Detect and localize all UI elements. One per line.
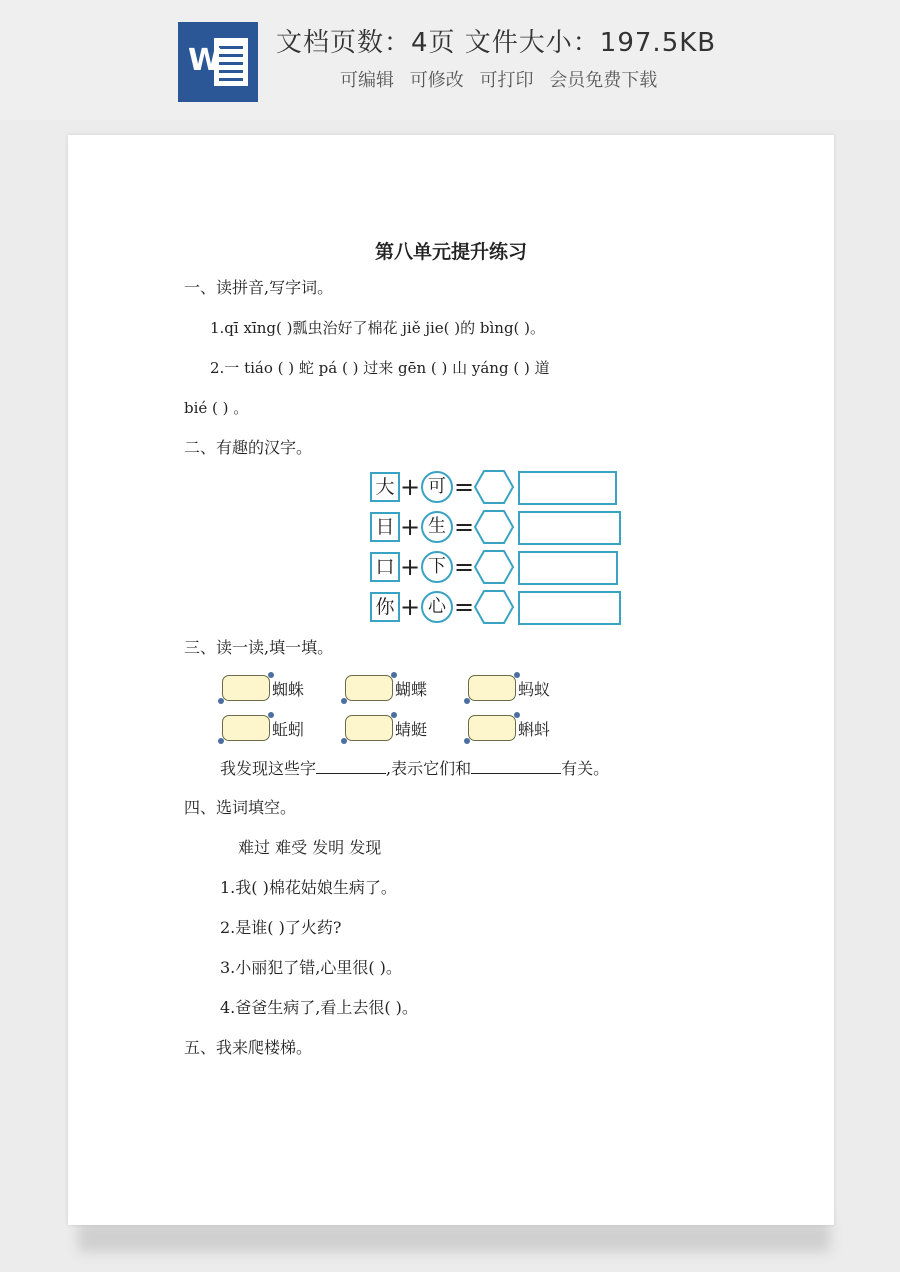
discovery-sentence: 我发现这些字 ,表示它们和 有关。: [220, 759, 610, 778]
section-4-heading: 四、选词填空。: [184, 798, 297, 817]
scroll-blank[interactable]: [222, 715, 270, 741]
feature-member-download: 会员免费下载: [549, 70, 658, 91]
document-page: [68, 135, 834, 1225]
fill-question-3: 3.小丽犯了错,心里很( )。: [220, 958, 402, 977]
scroll-blank[interactable]: [468, 675, 516, 701]
file-info-title: 文档页数：4页 文件大小：197.5KB: [276, 28, 717, 58]
insect-word: 蝌蚪: [518, 720, 551, 739]
puzzle-part-b: 下: [421, 551, 453, 583]
fill-question-2: 2.是谁( )了火药?: [220, 918, 342, 937]
plus-sign: +: [400, 593, 421, 621]
plus-sign: +: [400, 473, 421, 501]
word-options: 难过 难受 发明 发现: [238, 838, 382, 857]
word-document-icon: W: [178, 22, 258, 102]
puzzle-part-b: 生: [421, 511, 453, 543]
answer-box[interactable]: [518, 471, 617, 505]
file-feature-list: [340, 66, 667, 92]
equals-sign: =: [454, 513, 475, 541]
insect-word: 蚯蚓: [272, 720, 305, 739]
puzzle-part-a: 大: [370, 472, 400, 502]
paper-shadow: [78, 1222, 830, 1252]
puzzle-part-b: 心: [421, 591, 453, 623]
answer-hexagon[interactable]: [474, 550, 514, 584]
document-title: 第八单元提升练习: [374, 241, 527, 263]
pinyin-question-1: 1.qī xīng( )瓢虫治好了棉花 jiě jie( )的 bìng( )。: [210, 319, 546, 337]
file-info-header: [0, 0, 900, 120]
answer-hexagon[interactable]: [474, 470, 514, 504]
insect-word: 蜻蜓: [395, 720, 428, 739]
pinyin-question-2: 2.一 tiáo ( ) 蛇 pá ( ) 过来 gēn ( ) 山 yáng ( ) 道: [210, 359, 550, 377]
answer-box[interactable]: [518, 551, 618, 585]
feature-printable: 可打印: [479, 70, 534, 91]
puzzle-part-b: 可: [421, 471, 453, 503]
scroll-blank[interactable]: [222, 675, 270, 701]
puzzle-part-a: 口: [370, 552, 400, 582]
answer-box[interactable]: [518, 511, 621, 545]
insect-word: 蝴蝶: [395, 680, 428, 699]
plus-sign: +: [400, 553, 421, 581]
scroll-blank[interactable]: [345, 675, 393, 701]
section-5-heading: 五、我来爬楼梯。: [184, 1038, 313, 1057]
puzzle-part-a: 日: [370, 512, 400, 542]
equals-sign: =: [454, 473, 475, 501]
feature-modifiable: 可修改: [409, 70, 464, 91]
answer-hexagon[interactable]: [474, 510, 514, 544]
insect-word: 蚂蚁: [518, 680, 551, 699]
section-3-heading: 三、读一读,填一填。: [184, 638, 334, 657]
insect-word: 蜘蛛: [272, 680, 305, 699]
section-2-heading: 二、有趣的汉字。: [184, 438, 313, 457]
plus-sign: +: [400, 513, 421, 541]
pinyin-question-2-continued: bié ( ) 。: [184, 399, 249, 417]
scroll-blank[interactable]: [345, 715, 393, 741]
equals-sign: =: [454, 553, 475, 581]
equals-sign: =: [454, 593, 475, 621]
fill-question-4: 4.爸爸生病了,看上去很( )。: [220, 998, 418, 1017]
fill-question-1: 1.我( )棉花姑娘生病了。: [220, 878, 397, 897]
scroll-blank[interactable]: [468, 715, 516, 741]
fill-blank[interactable]: [316, 757, 386, 774]
answer-box[interactable]: [518, 591, 621, 625]
puzzle-part-a: 你: [370, 592, 400, 622]
answer-hexagon[interactable]: [474, 590, 514, 624]
section-1-heading: 一、读拼音,写字词。: [184, 278, 334, 297]
fill-blank[interactable]: [471, 757, 561, 774]
feature-editable: 可编辑: [340, 70, 394, 91]
